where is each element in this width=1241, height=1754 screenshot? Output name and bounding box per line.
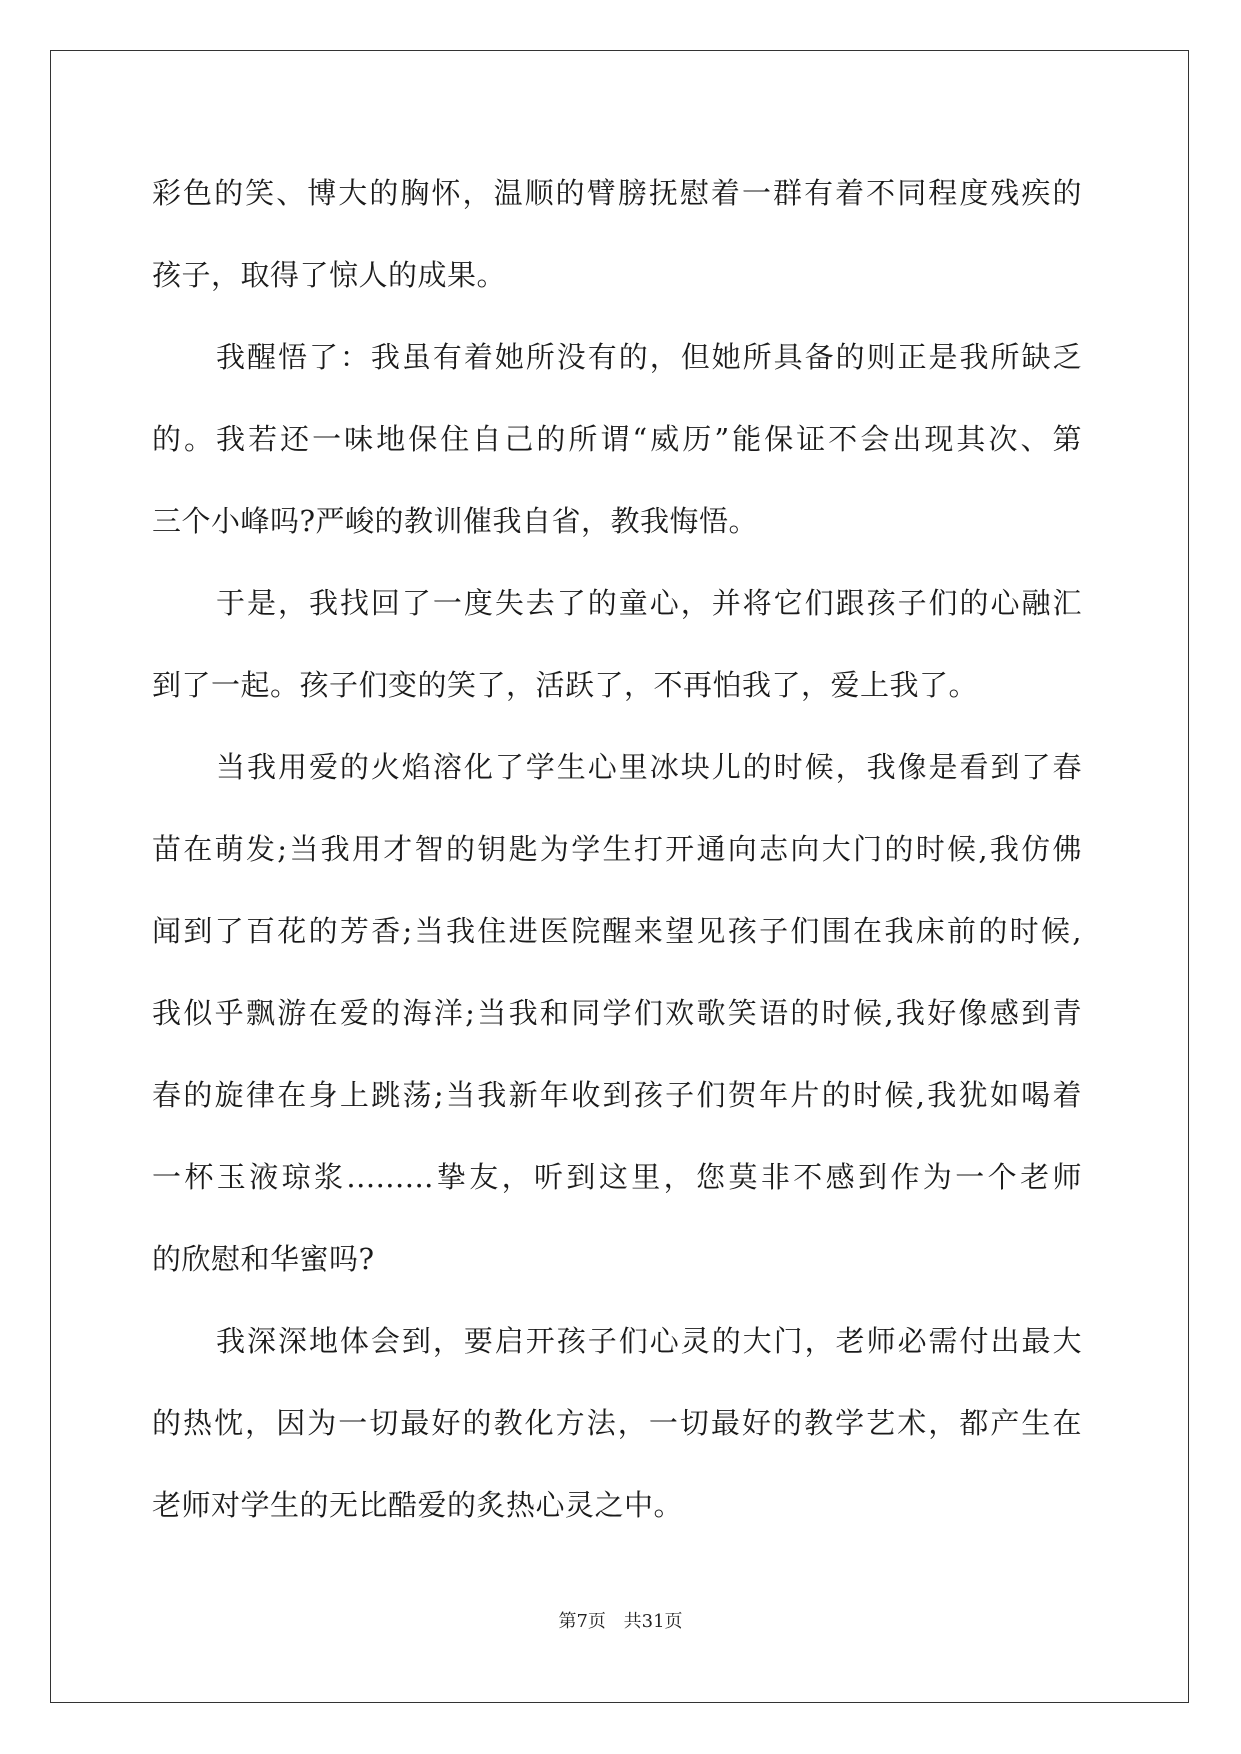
- text-line: 于是，我找回了一度失去了的童心，并将它们跟孩子们的心融汇: [216, 586, 1082, 620]
- text-line: 的欣慰和华蜜吗?: [152, 1242, 375, 1276]
- text-line: 三个小峰吗?严峻的教训催我自省，教我悔悟。: [152, 504, 759, 538]
- text-line: 苗在萌发;当我用才智的钥匙为学生打开通向志向大门的时候,我仿佛: [152, 832, 1082, 866]
- text-line: 彩色的笑、博大的胸怀，温顺的臂膀抚慰着一群有着不同程度残疾的: [152, 176, 1082, 210]
- page-total: 共31页: [623, 1611, 683, 1632]
- text-line: 的热忱，因为一切最好的教化方法，一切最好的教学艺术，都产生在: [152, 1406, 1082, 1440]
- document-body: [152, 152, 1082, 1546]
- text-line: 一杯玉液琼浆.........挚友，听到这里，您莫非不感到作为一个老师: [152, 1160, 1082, 1194]
- text-line: 老师对学生的无比酷爱的炙热心灵之中。: [152, 1488, 684, 1522]
- text-line: 我似乎飘游在爱的海洋;当我和同学们欢歌笑语的时候,我好像感到青: [152, 996, 1082, 1030]
- text-line: 春的旋律在身上跳荡;当我新年收到孩子们贺年片的时候,我犹如喝着: [152, 1078, 1082, 1112]
- text-line: 闻到了百花的芳香;当我住进医院醒来望见孩子们围在我床前的时候,: [152, 914, 1082, 948]
- text-line: 孩子，取得了惊人的成果。: [152, 258, 507, 292]
- page-number: 第7页: [558, 1611, 606, 1632]
- text-line: 的。我若还一味地保住自己的所谓“威历”能保证不会出现其次、第: [152, 422, 1082, 456]
- text-line: 当我用爱的火焰溶化了学生心里冰块儿的时候，我像是看到了春: [216, 750, 1082, 784]
- page-footer: [0, 1607, 1241, 1633]
- text-line: 我深深地体会到，要启开孩子们心灵的大门，老师必需付出最大: [216, 1324, 1082, 1358]
- text-line: 我醒悟了：我虽有着她所没有的，但她所具备的则正是我所缺乏: [216, 340, 1082, 374]
- text-line: 到了一起。孩子们变的笑了，活跃了，不再怕我了，爱上我了。: [152, 668, 979, 702]
